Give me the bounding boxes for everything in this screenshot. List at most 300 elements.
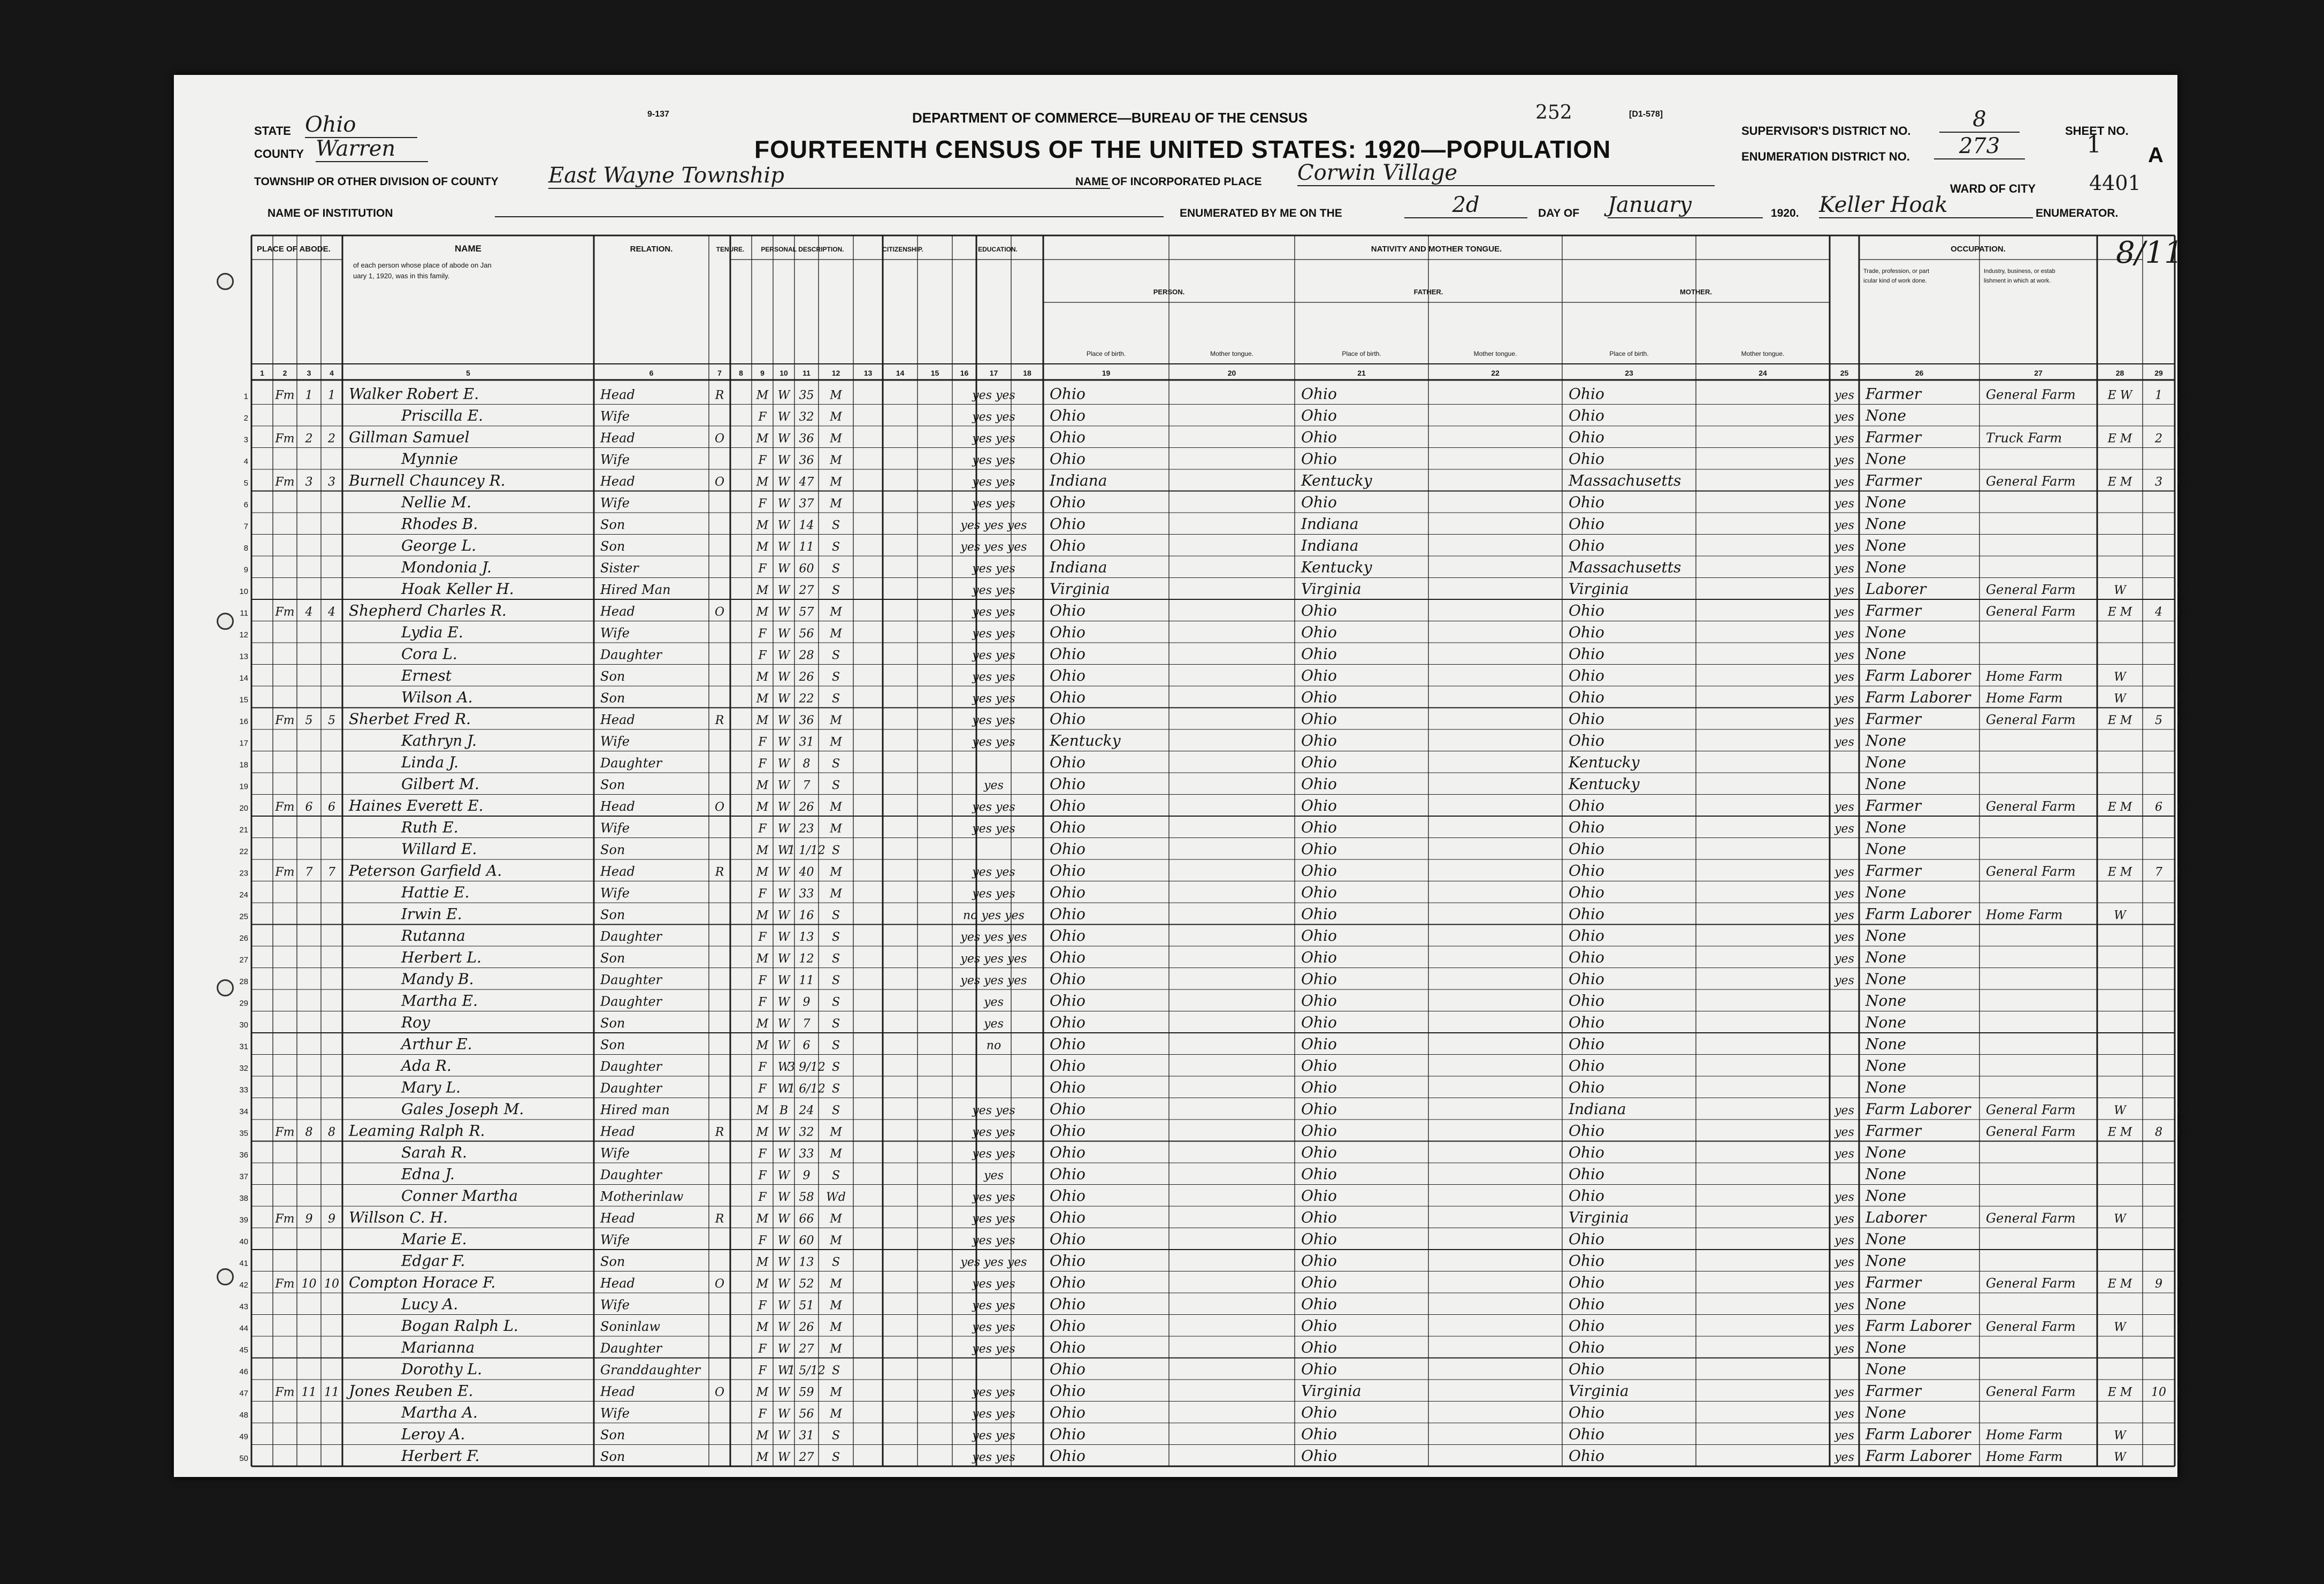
cell-age: 23 [799,822,814,836]
cell-race: W [777,930,790,944]
cell-name: Rhodes B. [401,515,478,533]
cell-sex: M [756,540,769,554]
cell-industry: Home Farm [1986,1427,2063,1443]
cell-relation: Wife [600,734,630,749]
cell-marital: S [831,1017,840,1031]
cell-occupation: None [1866,1013,1906,1031]
cell-birth: Ohio [1050,1122,1085,1140]
cell-occupation: Farmer [1866,1122,1922,1140]
cell-name: Compton Horace F. [349,1273,496,1291]
cell-english: yes [1834,1125,1854,1139]
punch-hole [217,613,234,630]
cell-family: 10 [324,1277,339,1291]
cell-marital: S [831,1450,840,1464]
line-number: 41 [239,1259,248,1268]
cell-name: Mondonia J. [401,558,492,576]
cell-father-birth: Kentucky [1301,558,1372,576]
cell-marital: M [830,453,842,467]
punch-hole [217,273,234,290]
cell-tenure: R [715,1125,724,1139]
cell-birth: Ohio [1050,1056,1085,1075]
cell-name: Haines Everett E. [349,796,484,814]
cell-occupation: Farm Laborer [1866,1316,1971,1335]
cell-family: 8 [328,1125,335,1139]
cell-tenure: O [714,432,725,446]
cell-race: W [777,540,790,554]
header-mother: MOTHER. [1680,288,1712,296]
cell-sex: M [756,952,769,966]
cell-relation: Daughter [600,1058,662,1074]
cell-father-birth: Ohio [1301,1273,1337,1291]
cell-code: 000 [2177,800,2199,814]
line-number: 24 [239,890,248,900]
cell-edu: yes yes [972,670,1015,684]
cell-family: 1 [328,389,335,402]
cell-mother-birth: Ohio [1569,1425,1604,1443]
cell-edu: yes yes yes [960,1255,1027,1269]
cell-marital: S [831,1060,840,1074]
header-name: NAME [454,243,482,254]
cell-occupation: None [1866,948,1906,966]
cell-race: W [777,1169,790,1183]
cell-edu: yes yes [972,605,1015,619]
cell-mother-birth: Ohio [1569,428,1604,446]
cell-mother-birth: Ohio [1569,601,1604,620]
cell-marital: M [830,713,842,727]
cell-occupation: None [1866,753,1906,771]
cell-edu: yes yes yes [960,930,1027,944]
cell-name: Leaming Ralph R. [349,1122,485,1140]
cell-edu: yes yes [972,1429,1015,1443]
cell-mother-birth: Ohio [1569,1360,1604,1378]
cell-marital: M [830,475,842,489]
cell-birth: Ohio [1050,1078,1085,1096]
cell-relation: Wife [600,625,630,641]
cell-edu: yes yes [972,1385,1015,1399]
census-title: FOURTEENTH CENSUS OF THE UNITED STATES: 1920—POPULATION [754,135,1611,163]
cell-age: 12 [799,952,814,966]
cell-relation: Son [600,668,625,684]
cell-birth: Ohio [1050,536,1085,554]
cell-tenure: O [714,1277,725,1291]
line-number: 38 [239,1193,248,1203]
cell-father-birth: Ohio [1301,1013,1337,1031]
cell-race: W [777,1364,790,1377]
cell-relation: Hired Man [600,582,671,597]
cell-father-birth: Ohio [1301,1338,1337,1357]
cell-english: yes [1834,1212,1854,1226]
cell-occupation: None [1866,1295,1906,1313]
cell-sex: F [758,757,767,771]
cell-name: Sarah R. [401,1143,467,1161]
cell-code: 010 [2177,909,2199,923]
cell-age: 32 [799,410,814,424]
header-trade: icular kind of work done. [1863,278,1927,284]
cell-code: 000 [2177,605,2199,619]
line-number: 37 [239,1172,248,1182]
cell-father-birth: Ohio [1301,840,1337,858]
line-number: 3 [243,435,248,445]
cell-sex: F [758,887,767,901]
cell-english: yes [1834,909,1854,923]
line-number: 4 [243,456,248,466]
cell-marital: Wd [826,1190,846,1204]
cell-birth: Ohio [1050,450,1085,468]
cell-english: yes [1834,1233,1854,1247]
line-number: 2 [243,413,248,423]
cell-relation: Son [600,1427,625,1443]
cell-birth: Ohio [1050,1425,1085,1443]
cell-race: W [777,713,790,727]
cell-race: W [777,453,790,467]
cell-mother-birth: Massachusetts [1569,471,1681,490]
cell-birth: Ohio [1050,1100,1085,1118]
cell-relation: Head [600,798,635,814]
cell-marital: S [831,692,840,706]
cell-farm: 2 [2155,432,2162,446]
cell-class: W [2114,1212,2126,1226]
cell-marital: S [831,757,840,771]
cell-age: 66 [799,1212,814,1226]
cell-class: E M [2107,1277,2132,1291]
cell-relation: Granddaughter [600,1362,701,1377]
cell-race: W [777,670,790,684]
cell-edu: yes yes [972,800,1015,814]
cell-race: W [777,475,790,489]
cell-race: W [777,1125,790,1139]
cell-birth: Ohio [1050,1316,1085,1335]
column-number: 7 [717,369,722,377]
cell-sex: M [756,713,769,727]
cell-class: E M [2107,605,2132,619]
cell-age: 56 [799,1407,814,1421]
cell-relation: Sister [600,560,639,576]
cell-age: 36 [799,432,814,446]
cell-birth: Ohio [1050,1252,1085,1270]
cell-code: 000 [2177,865,2199,879]
cell-sex: F [758,453,767,467]
cell-father-birth: Virginia [1301,1382,1362,1400]
cell-sex: F [758,1342,767,1356]
line-number: 18 [239,760,248,770]
header-place-of-birth: Place of birth. [1086,350,1126,357]
cell-birth: Ohio [1050,926,1085,945]
cell-marital: M [830,1277,842,1291]
header-place-of-abode: PLACE OF ABODE. [257,245,331,254]
cell-occupation: None [1866,1360,1906,1378]
cell-birth: Ohio [1050,1186,1085,1205]
cell-relation: Daughter [600,928,662,944]
header-name-sub: uary 1, 1920, was in this family. [353,272,450,280]
cell-occupation: Farmer [1866,601,1922,620]
cell-race: W [777,973,790,987]
cell-marital: M [830,1212,842,1226]
column-number: 12 [831,369,840,377]
cell-sex: F [758,930,767,944]
header-citizenship: CITIZENSHIP. [882,246,923,253]
cell-sex: M [756,692,769,706]
header-occupation: OCCUPATION. [1951,245,2006,254]
cell-birth: Ohio [1050,710,1085,728]
sheet-letter: A [2148,143,2164,167]
cell-father-birth: Ohio [1301,1100,1337,1118]
cell-relation: Head [600,387,635,402]
cell-occupation: Laborer [1866,1208,1927,1227]
cell-name: Irwin E. [401,905,462,923]
cell-edu: yes yes [972,865,1015,879]
cell-age: 51 [799,1299,814,1313]
cell-age: 40 [799,865,814,879]
cell-relation: Wife [600,1297,630,1313]
cell-birth: Ohio [1050,905,1085,923]
cell-occupation: None [1866,623,1906,641]
cell-birth: Ohio [1050,970,1085,988]
cell-english: yes [1834,1299,1854,1313]
cell-birth: Ohio [1050,1013,1085,1031]
line-number: 21 [239,825,248,835]
state-label: STATE [254,124,291,138]
cell-english: yes [1834,627,1854,641]
cell-house: 5 [305,713,313,727]
cell-sex: M [756,800,769,814]
cell-occupation: None [1866,1230,1906,1248]
cell-relation: Head [600,604,635,619]
header-industry: lishment in which at work. [1984,278,2051,284]
cell-father-birth: Ohio [1301,926,1337,945]
cell-age: 31 [799,1429,814,1443]
cell-mother-birth: Ohio [1569,1273,1604,1291]
line-number: 32 [239,1063,248,1073]
cell-edu: yes yes [972,583,1015,597]
cell-sex: M [756,432,769,446]
cell-father-birth: Ohio [1301,775,1337,793]
line-number: 26 [239,933,248,943]
cell-english: yes [1834,1385,1854,1399]
cell-marital: M [830,1125,842,1139]
cell-age: 36 [799,453,814,467]
institution-label: NAME OF INSTITUTION [267,207,393,219]
cell-street: Fm [275,865,295,879]
cell-age: 14 [799,519,814,532]
cell-sex: F [758,1169,767,1183]
cell-age: 24 [799,1103,814,1117]
cell-relation: Son [600,690,625,706]
cell-name: Sherbet Fred R. [349,710,471,728]
cell-occupation: None [1866,926,1906,945]
cell-father-birth: Ohio [1301,1143,1337,1161]
cell-marital: M [830,410,842,424]
cell-relation: Son [600,517,625,532]
cell-mother-birth: Massachusetts [1569,558,1681,576]
cell-father-birth: Ohio [1301,1295,1337,1313]
cell-industry: Home Farm [1986,668,2063,684]
cell-name: Conner Martha [401,1186,518,1205]
cell-family: 6 [328,800,335,814]
cell-mother-birth: Ohio [1569,1056,1604,1075]
cell-edu: yes yes [972,822,1015,836]
cell-sex: F [758,1147,767,1161]
cell-sex: F [758,1233,767,1247]
cell-age: 28 [799,649,814,662]
cell-house: 6 [305,800,313,814]
cell-english: yes [1834,1190,1854,1204]
cell-relation: Son [600,1254,625,1269]
cell-edu: yes yes [972,453,1015,467]
cell-sex: F [758,497,767,511]
column-number: 14 [896,369,905,377]
line-number: 25 [239,912,248,922]
cell-street: Fm [275,713,295,727]
cell-race: W [777,1277,790,1291]
header-mother-tongue: Mother tongue. [1210,350,1253,357]
column-number: 20 [1227,369,1236,377]
cell-family: 3 [328,475,335,489]
cell-occupation: Farm Laborer [1866,1100,1971,1118]
cell-race: W [777,1147,790,1161]
cell-occupation: None [1866,818,1906,836]
cell-race: W [777,1212,790,1226]
cell-farm: 1 [2155,389,2162,402]
cell-english: yes [1834,1277,1854,1291]
cell-marital: M [830,627,842,641]
cell-mother-birth: Ohio [1569,840,1604,858]
cell-name: Herbert F. [401,1446,480,1465]
cell-street: Fm [275,605,295,619]
cell-farm: 9 [2155,1277,2162,1291]
cell-class: E M [2107,1385,2132,1399]
cell-edu: yes yes [972,1407,1015,1421]
cell-edu: yes yes [972,1190,1015,1204]
cell-sex: M [756,865,769,879]
cell-birth: Ohio [1050,796,1085,814]
cell-class: W [2114,1320,2126,1334]
cell-industry: Home Farm [1986,690,2063,706]
corner-note: 8/11 [2116,235,2183,270]
line-number: 34 [239,1107,248,1116]
cell-mother-birth: Ohio [1569,666,1604,684]
cell-sex: F [758,973,767,987]
cell-mother-birth: Ohio [1569,493,1604,511]
cell-farm: 10 [2151,1385,2166,1399]
cell-occupation: None [1866,992,1906,1010]
column-number: 23 [1625,369,1633,377]
cell-mother-birth: Ohio [1569,1338,1604,1357]
cell-race: W [777,1039,790,1053]
cell-sex: F [758,562,767,576]
cell-sex: F [758,822,767,836]
cell-race: W [777,605,790,619]
cell-sex: M [756,605,769,619]
cell-english: yes [1834,1147,1854,1161]
cell-mother-birth: Kentucky [1569,753,1640,771]
cell-marital: M [830,605,842,619]
cell-relation: Daughter [600,755,662,771]
cell-english: yes [1834,453,1854,467]
cell-name: Hattie E. [401,883,470,901]
cell-occupation: Farmer [1866,1273,1922,1291]
cell-mother-birth: Virginia [1569,1208,1629,1227]
cell-occupation: Farmer [1866,1382,1922,1400]
cell-sex: M [756,389,769,402]
ward-label: WARD OF CITY [1950,182,2036,195]
cell-relation: Son [600,1015,625,1031]
cell-tenure: R [715,713,724,727]
cell-occupation: None [1866,645,1906,663]
line-number: 6 [243,500,248,509]
cell-relation: Daughter [600,1167,662,1183]
cell-age: 31 [799,735,814,749]
cell-father-birth: Ohio [1301,688,1337,706]
cell-mother-birth: Ohio [1569,1252,1604,1270]
cell-birth: Indiana [1050,558,1107,576]
cell-name: Wilson A. [401,688,473,706]
cell-occupation: Farmer [1866,862,1922,880]
line-number: 23 [239,869,248,878]
cell-mother-birth: Virginia [1569,1382,1629,1400]
township-value: East Wayne Township [548,163,1110,189]
cell-occupation: None [1866,1403,1906,1421]
column-number: 26 [1915,369,1924,377]
cell-marital: S [831,1364,840,1377]
cell-age: 1 5/12 [788,1364,825,1377]
cell-age: 26 [799,670,814,684]
cell-code: 000 [2177,475,2199,489]
cell-english: yes [1834,670,1854,684]
cell-industry: Truck Farm [1986,430,2062,446]
cell-english: yes [1834,1255,1854,1269]
cell-english: yes [1834,605,1854,619]
cell-father-birth: Ohio [1301,1035,1337,1053]
cell-occupation: Farmer [1866,428,1922,446]
cell-father-birth: Ohio [1301,450,1337,468]
line-number: 1 [243,392,248,401]
cell-tenure: R [715,389,724,402]
column-number: 24 [1759,369,1767,377]
cell-marital: M [830,432,842,446]
cell-mother-birth: Ohio [1569,1446,1604,1465]
cell-marital: M [830,865,842,879]
cell-race: W [777,1342,790,1356]
sheet-label: SHEET NO. [2065,124,2129,138]
cell-farm: 7 [2155,865,2162,879]
cell-tenure: O [714,605,725,619]
cell-class: E M [2107,800,2132,814]
cell-name: Priscilla E. [401,406,484,424]
cell-edu: yes yes [972,497,1015,511]
cell-father-birth: Ohio [1301,623,1337,641]
cell-relation: Son [600,777,625,793]
cell-age: 1 6/12 [788,1082,825,1096]
cell-race: W [777,1450,790,1464]
cell-occupation: None [1866,493,1906,511]
enumeration-year: 1920. [1771,207,1799,219]
cell-sex: M [756,1125,769,1139]
cell-edu: yes yes [972,1299,1015,1313]
cell-english: yes [1834,649,1854,662]
cell-father-birth: Ohio [1301,385,1337,403]
enumerator-label: ENUMERATOR. [2036,207,2119,219]
cell-sex: M [756,1385,769,1399]
cell-name: Ruth E. [401,818,458,836]
cell-family: 4 [328,605,335,619]
cell-race: W [777,843,790,857]
cell-name: Martha A. [401,1403,478,1421]
cell-industry: General Farm [1986,1384,2076,1399]
column-number: 5 [466,369,470,377]
cell-name: Gales Joseph M. [401,1100,524,1118]
cell-race: W [777,1385,790,1399]
cell-sex: M [756,1017,769,1031]
